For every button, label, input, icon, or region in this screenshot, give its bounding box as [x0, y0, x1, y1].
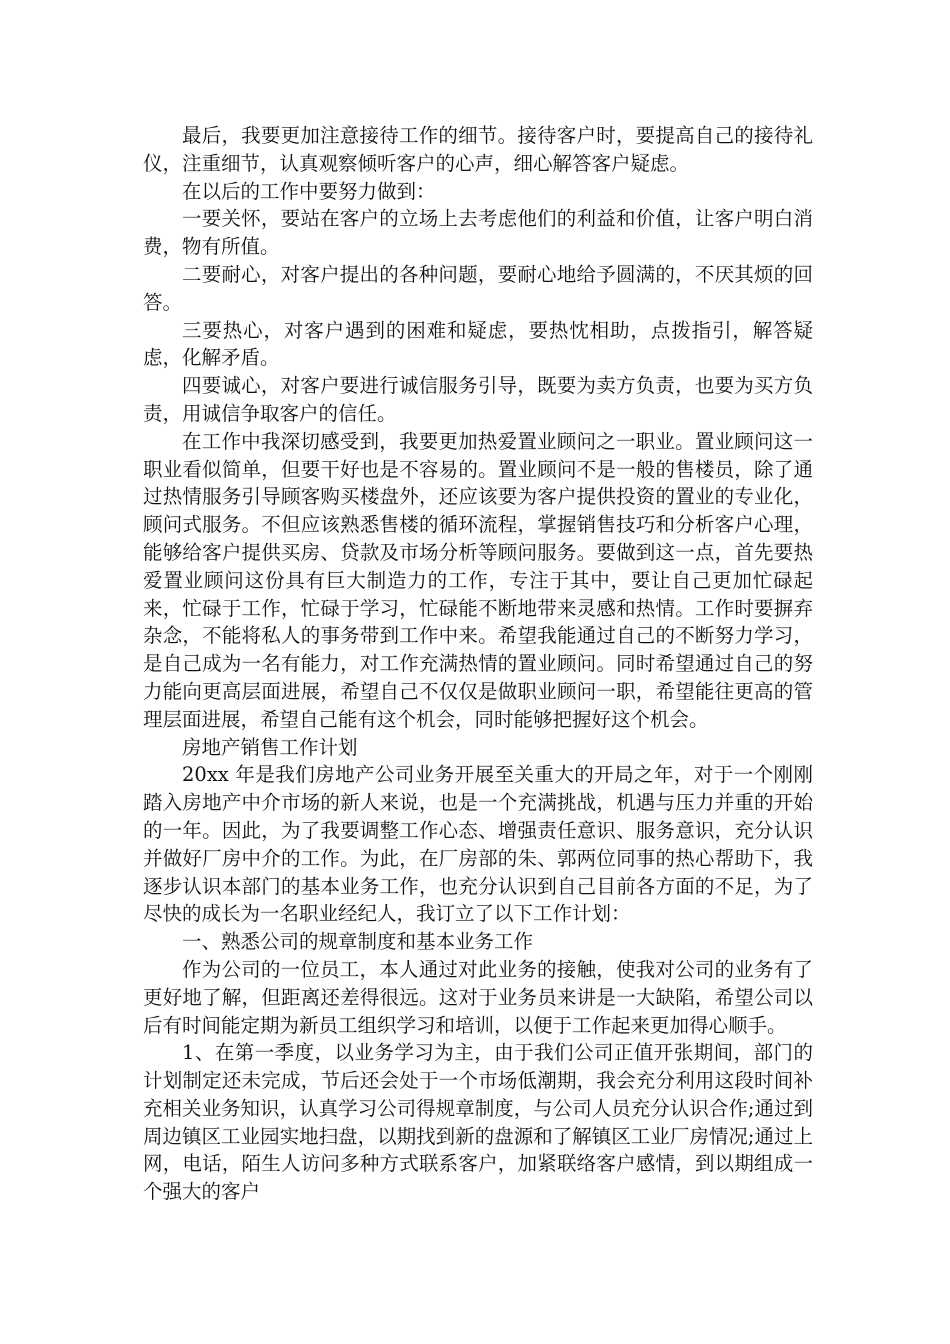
section-title-sales-plan: 房地产销售工作计划	[182, 735, 358, 759]
paragraph-career-reflection: 在工作中我深切感受到，我要更加热爱置业顾问之一职业。置业顾问这一职业看似简单，但要干好也是不容易的。置业顾问不是一般的售楼员，除了通过热情服务引导顾客购买楼盘外，还应该要为客户提供投资的置业的专业化，顾问式服务。不但应该熟悉售楼的循环流程，掌握销售技巧和分析客户心理，能够给客户提供买房、贷款及市场分析等顾问服务。要做到这一点，首先要热爱置业顾问这份具有巨大制造力的工作，专注于其中，要让自己更加忙碌起来，忙碌于工作，忙碌于学习，忙碌能不断地带来灵感和热情。工作时要摒弃杂念，不能将私人的事务带到工作中来。希望我能通过自己的不断努力学习，是自己成为一名有能力，对工作充满热情的置业顾问。同时希望通过自己的努力能向更高层面进展，希望自己不仅仅是做职业顾问一职，希望能往更高的管理层面进展，希望自己能有这个机会，同时能够把握好这个机会。	[143, 429, 813, 731]
paragraph-future-goals-intro: 在以后的工作中要努力做到：	[182, 179, 436, 203]
paragraph-first-quarter: 1、在第一季度，以业务学习为主，由于我们公司正值开张期间，部门的计划制定还未完成，节后还会处于一个市场低潮期，我会充分利用这段时间补充相关业务知识，认真学习公司得规章制度，与公司人员充分认识合作;通过到周边镇区工业园实地扫盘，以期找到新的盘源和了解镇区工业厂房情况;通过上网，电话，陌生人访问多种方式联系客户，加紧联络客户感情，到以期组成一个强大的客户	[143, 1041, 813, 1204]
section-heading-rules: 一、熟悉公司的规章制度和基本业务工作	[182, 930, 534, 954]
paragraph-goal-warmth: 三要热心，对客户遇到的困难和疑虑，要热忱相助，点拨指引，解答疑虑，化解矛盾。	[143, 318, 813, 370]
paragraph-goal-care: 一要关怀，要站在客户的立场上去考虑他们的利益和价值，让客户明白消费，物有所值。	[143, 207, 813, 259]
paragraph-year-intro: 20xx 年是我们房地产公司业务开展至关重大的开局之年，对于一个刚刚踏入房地产中介市场的新人来说，也是一个充满挑战，机遇与压力并重的开始的一年。因此，为了我要调整工作心态、增强责任意识、服务意识，充分认识并做好厂房中介的工作。为此，在厂房部的朱、郭两位同事的热心帮助下，我逐步认识本部门的基本业务工作，也充分认识到自己目前各方面的不足，为了尽快的成长为一名职业经纪人，我订立了以下工作计划：	[143, 763, 813, 926]
paragraph-goal-sincerity: 四要诚心，对客户要进行诚信服务引导，既要为卖方负责，也要为买方负责，用诚信争取客户的信任。	[143, 374, 813, 425]
document-page	[143, 122, 813, 1206]
paragraph-closing-detail: 最后，我要更加注意接待工作的细节。接待客户时，要提高自己的接待礼仪，注重细节，认真观察倾听客户的心声，细心解答客户疑虑。	[143, 124, 813, 175]
paragraph-goal-patience: 二要耐心，对客户提出的各种问题，要耐心地给予圆满的，不厌其烦的回答。	[143, 262, 813, 314]
paragraph-employee-understanding: 作为公司的一位员工，本人通过对此业务的接触，使我对公司的业务有了更好地了解，但距离还差得很远。这对于业务员来讲是一大缺陷，希望公司以后有时间能定期为新员工组织学习和培训，以便于工作起来更加得心顺手。	[143, 957, 813, 1037]
